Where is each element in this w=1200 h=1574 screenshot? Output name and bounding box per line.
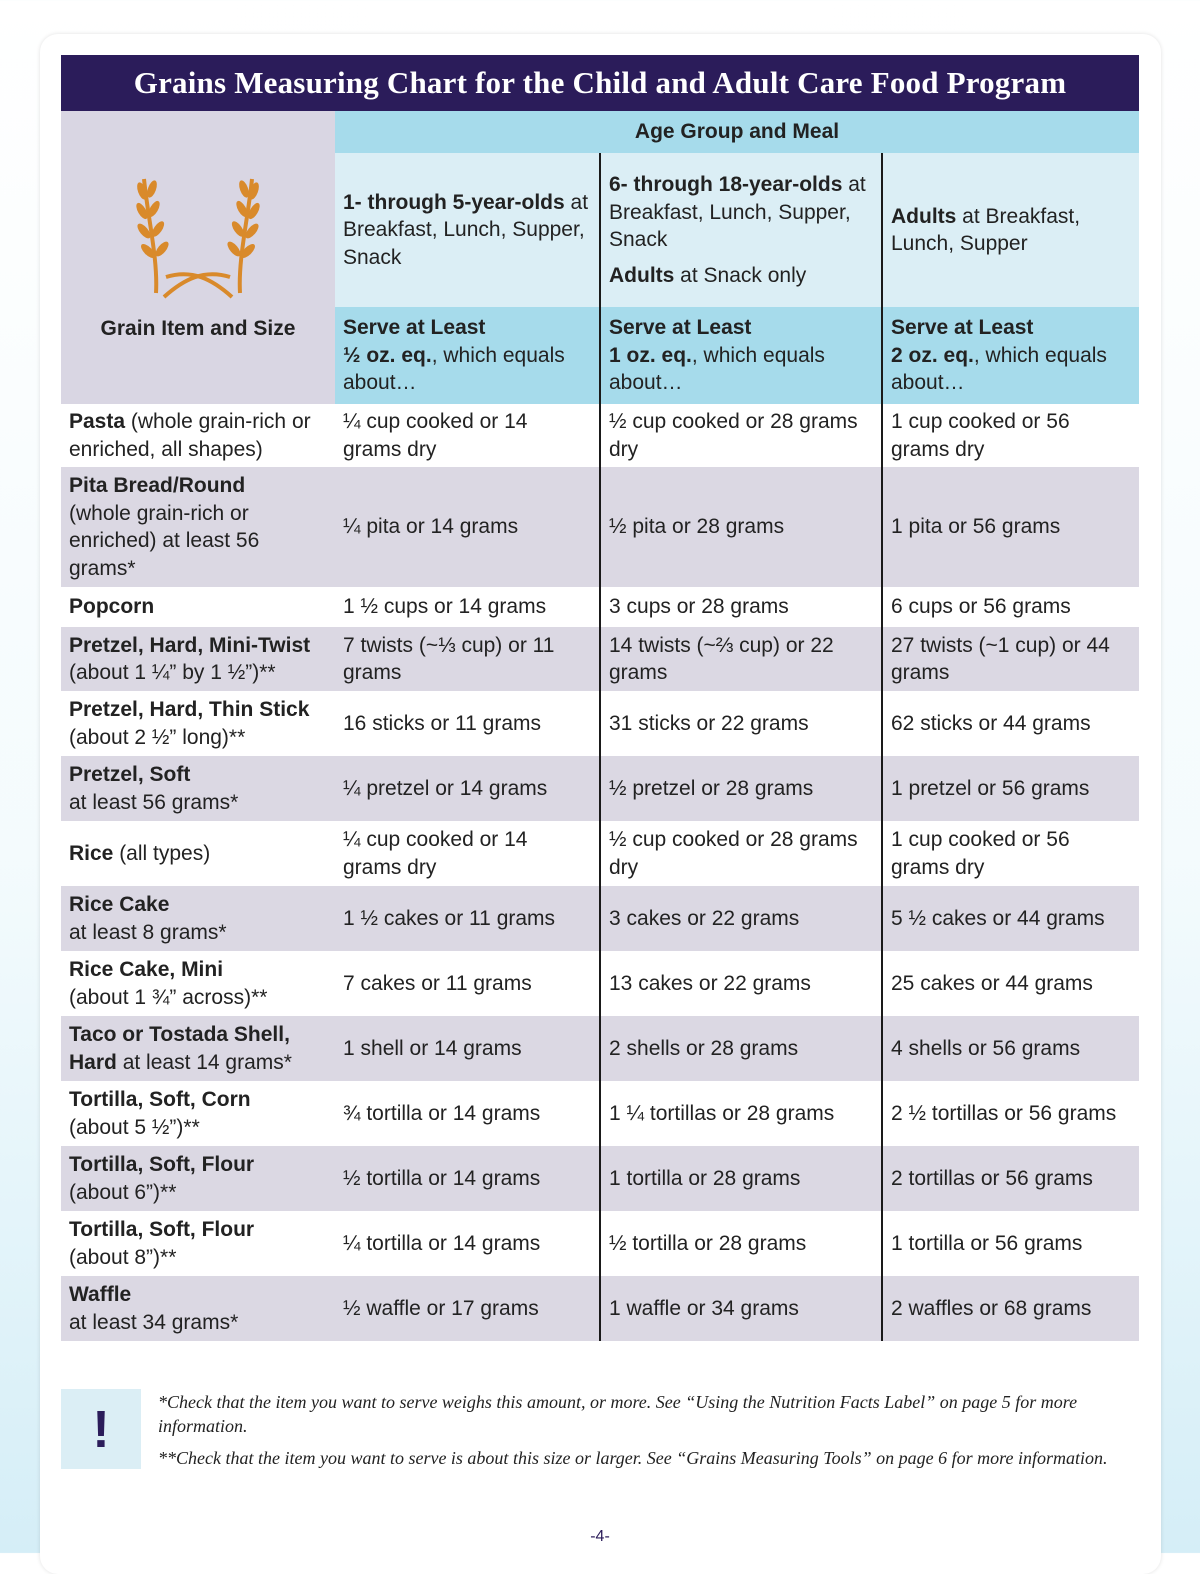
serve-col-2-text: , which equals about… xyxy=(609,343,825,395)
age-col-1-text: at Breakfast, Lunch, Supper, Snack xyxy=(343,190,589,269)
grain-item xyxy=(61,691,335,756)
value-cell: ½ pretzel or 28 grams xyxy=(600,756,882,821)
value-cell: 2 tortillas or 56 grams xyxy=(882,1146,1139,1211)
value-cell: 1 ¼ tortillas or 28 grams xyxy=(600,1081,882,1146)
value-cell: ½ tortilla or 14 grams xyxy=(335,1146,600,1211)
table-row-pita xyxy=(61,467,1139,587)
value-cell: ½ cup cooked or 28 grams dry xyxy=(600,404,882,467)
value-cell: 27 twists (~1 cup) or 44 grams xyxy=(882,627,1139,691)
value-cell: ½ tortilla or 28 grams xyxy=(600,1211,882,1276)
age-col-2-bold2: Adults xyxy=(609,263,675,287)
age-col-1-bold: 1- through 5-year-olds xyxy=(343,190,565,214)
grains-table xyxy=(61,111,1139,1341)
page-number: -4- xyxy=(590,1528,610,1545)
table-row-pretzel-thin-stick xyxy=(61,691,1139,756)
value-cell: 1 cup cooked or 56 grams dry xyxy=(891,828,1070,879)
value-cell: 13 cakes or 22 grams xyxy=(600,951,882,1016)
value-cell: ½ waffle or 17 grams xyxy=(335,1276,600,1341)
table-row-rice-cake xyxy=(61,886,1139,951)
item-name: Taco or Tostada Shell, Hard xyxy=(69,1023,290,1074)
item-detail: (about 6”)** xyxy=(69,1180,177,1204)
table-row-waffle xyxy=(61,1276,1139,1341)
item-detail: (about 2 ½” long)** xyxy=(69,725,246,749)
age-col-3-text: at Breakfast, Lunch, Supper xyxy=(891,204,1081,255)
serve-col-3-bold2: 2 oz. eq. xyxy=(891,343,974,367)
item-name: Tortilla, Soft, Corn xyxy=(69,1088,251,1111)
value-cell: 3 cups or 28 grams xyxy=(600,587,882,627)
value-cell: 2 shells or 28 grams xyxy=(600,1016,882,1081)
item-name: Popcorn xyxy=(69,595,155,619)
footnote-size: **Check that the item you want to serve is about this size or larger. See “Grains Measuring Tools” on page 6 for more information. xyxy=(158,1448,1108,1468)
value-cell: 4 shells or 56 grams xyxy=(882,1016,1139,1081)
item-name: Rice xyxy=(69,841,114,865)
table-row-tortilla-flour-8 xyxy=(61,1211,1139,1276)
age-col-3-bold: Adults xyxy=(891,204,957,228)
value-cell: ¼ tortilla or 14 grams xyxy=(335,1211,600,1276)
serve-col-2 xyxy=(600,307,882,404)
item-name: Pasta xyxy=(69,410,126,433)
value-cell: 3 cakes or 22 grams xyxy=(600,886,882,951)
age-col-3 xyxy=(882,153,1139,307)
grain-item xyxy=(61,587,335,627)
value-cell: 7 cakes or 11 grams xyxy=(335,951,600,1016)
item-detail: (about 1 ¼” by 1 ½”)** xyxy=(69,661,276,684)
value-cell: ½ pita or 28 grams xyxy=(600,467,882,587)
grain-item xyxy=(61,951,335,1016)
item-name: Tortilla, Soft, Flour xyxy=(69,1153,255,1176)
exclamation-icon: ! xyxy=(61,1389,141,1469)
item-name: Rice Cake, Mini xyxy=(69,958,224,981)
grain-item xyxy=(61,1146,335,1211)
serve-col-3-text: , which equals about… xyxy=(891,343,1107,395)
value-cell: ¼ cup cooked or 14 grams dry xyxy=(335,821,600,886)
value-cell: 2 waffles or 68 grams xyxy=(882,1276,1139,1341)
item-name: Pita Bread/Round xyxy=(69,474,246,497)
serve-col-2-bold1: Serve at Least xyxy=(609,316,752,340)
age-group-header: Age Group and Meal xyxy=(335,111,1139,153)
value-cell: ½ cup cooked or 28 grams dry xyxy=(600,821,882,886)
value-cell: 1 cup cooked or 56 grams dry xyxy=(891,410,1070,461)
age-col-1 xyxy=(335,153,600,307)
grain-item xyxy=(61,467,335,587)
table-row-tortilla-flour-6 xyxy=(61,1146,1139,1211)
chart-title: Grains Measuring Chart for the Child and Adult Care Food Program xyxy=(61,55,1139,111)
item-detail: at least 34 grams* xyxy=(69,1310,239,1334)
value-cell: 14 twists (~⅔ cup) or 22 grams xyxy=(600,627,882,691)
value-cell: 1 waffle or 34 grams xyxy=(600,1276,882,1341)
item-detail: (about 5 ½”)** xyxy=(69,1115,200,1139)
wheat-icon xyxy=(134,169,262,301)
age-col-2-text: at Breakfast, Lunch, Supper, Snack xyxy=(609,173,866,251)
value-cell: 1 tortilla or 56 grams xyxy=(891,1231,1083,1255)
value-cell: 1 pretzel or 56 grams xyxy=(882,756,1139,821)
grain-item xyxy=(61,404,335,467)
item-detail: (about 1 ¾” across)** xyxy=(69,985,268,1009)
item-detail: at least 56 grams* xyxy=(69,790,239,814)
serve-col-1-text: , which equals about… xyxy=(343,343,565,395)
value-cell: 1 ½ cakes or 11 grams xyxy=(335,886,600,951)
item-name: Tortilla, Soft, Flour xyxy=(69,1218,255,1241)
grain-item xyxy=(61,1276,335,1341)
age-col-2 xyxy=(600,153,882,307)
grain-item xyxy=(61,756,335,821)
value-cell: 16 sticks or 11 grams xyxy=(335,691,600,756)
grain-item-header xyxy=(61,111,335,404)
table-row-pretzel-soft xyxy=(61,756,1139,821)
serve-col-2-bold2: 1 oz. eq. xyxy=(609,343,692,367)
value-cell: ¼ pita or 14 grams xyxy=(335,467,600,587)
item-name: Rice Cake xyxy=(69,893,170,916)
value-cell: 2 ½ tortillas or 56 grams xyxy=(891,1101,1117,1125)
footnote-weight: *Check that the item you want to serve weighs this amount, or more. See “Using the Nutrition Facts Label” on page 5 for more information. xyxy=(158,1392,1078,1436)
table-row-pasta xyxy=(61,404,1139,467)
table-row-rice xyxy=(61,821,1139,886)
value-cell: ¼ cup cooked or 14 grams dry xyxy=(335,404,600,467)
table-row-tortilla-corn xyxy=(61,1081,1139,1146)
age-col-2-text2: at Snack only xyxy=(680,263,807,287)
value-cell: 6 cups or 56 grams xyxy=(891,595,1071,619)
serve-col-1-bold2: ½ oz. eq. xyxy=(343,343,432,367)
value-cell: 25 cakes or 44 grams xyxy=(891,971,1093,995)
grain-item xyxy=(61,886,335,951)
value-cell: 1 pita or 56 grams xyxy=(882,467,1139,587)
grain-item xyxy=(61,821,335,886)
item-detail: (whole grain-rich or enriched, all shapes) xyxy=(69,410,311,461)
serve-col-1-bold1: Serve at Least xyxy=(343,316,486,340)
value-cell: 1 ½ cups or 14 grams xyxy=(335,587,600,627)
grain-item-label: Grain Item and Size xyxy=(100,316,296,340)
value-cell: 7 twists (~⅓ cup) or 11 grams xyxy=(335,627,600,691)
value-cell: 1 tortilla or 28 grams xyxy=(600,1146,882,1211)
value-cell: 31 sticks or 22 grams xyxy=(600,691,882,756)
value-cell: 5 ½ cakes or 44 grams xyxy=(882,886,1139,951)
table-row-pretzel-mini-twist xyxy=(61,627,1139,691)
item-name: Pretzel, Hard, Mini-Twist xyxy=(69,633,311,657)
table-row-taco-shell xyxy=(61,1016,1139,1081)
item-detail: (about 8”)** xyxy=(69,1245,177,1269)
table-row-rice-cake-mini xyxy=(61,951,1139,1016)
value-cell: 1 shell or 14 grams xyxy=(335,1016,600,1081)
serve-col-3 xyxy=(882,307,1139,404)
item-detail: (whole grain-rich or enriched) at least 56 grams* xyxy=(69,501,260,580)
item-name: Pretzel, Soft xyxy=(69,763,191,786)
age-col-2-bold: 6- through 18-year-olds xyxy=(609,173,843,196)
value-cell: 62 sticks or 44 grams xyxy=(891,711,1091,735)
item-detail: at least 14 grams* xyxy=(116,1050,292,1074)
table-row-popcorn xyxy=(61,587,1139,627)
serve-col-3-bold1: Serve at Least xyxy=(891,316,1034,340)
grain-item xyxy=(61,1211,335,1276)
value-cell: ¼ pretzel or 14 grams xyxy=(335,756,600,821)
item-name: Waffle xyxy=(69,1283,132,1306)
serve-col-1 xyxy=(335,307,600,404)
grain-item xyxy=(61,1081,335,1146)
grain-item xyxy=(61,1016,335,1081)
item-detail: at least 8 grams* xyxy=(69,920,227,944)
grain-item xyxy=(61,627,335,691)
value-cell: ¾ tortilla or 14 grams xyxy=(335,1081,600,1146)
item-detail: (all types) xyxy=(113,841,211,865)
item-name: Pretzel, Hard, Thin Stick xyxy=(69,698,310,721)
